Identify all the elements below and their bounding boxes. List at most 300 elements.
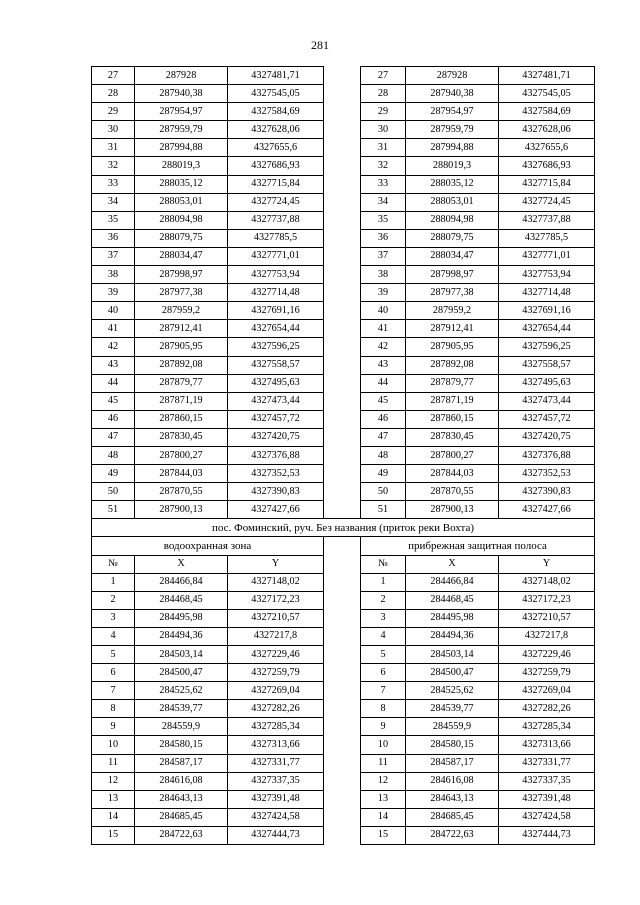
- right-y-coordinate: 4327391,48: [499, 790, 595, 808]
- gap-cell: [324, 446, 361, 464]
- right-y-coordinate: 4327495,63: [499, 374, 595, 392]
- left-x-coordinate: 284559,9: [135, 718, 228, 736]
- right-x-coordinate: 287954,97: [406, 103, 499, 121]
- right-x-coordinate: 287879,77: [406, 374, 499, 392]
- page-number: 281: [311, 38, 329, 52]
- left-y-coordinate: 4327495,63: [228, 374, 324, 392]
- right-point-number: 27: [361, 67, 406, 85]
- coastal-protection-strip-title: прибрежная защитная полоса: [361, 537, 595, 555]
- left-x-coordinate: 287879,77: [135, 374, 228, 392]
- gap-cell: [324, 555, 361, 573]
- coordinates-table: [91, 66, 595, 845]
- left-point-number: 11: [92, 754, 135, 772]
- left-x-coordinate: 288053,01: [135, 193, 228, 211]
- left-y-coordinate: 4327545,05: [228, 85, 324, 103]
- left-x-coordinate: 284539,77: [135, 700, 228, 718]
- left-point-number: 2: [92, 591, 135, 609]
- left-point-number: 48: [92, 446, 135, 464]
- right-y-coordinate: 4327424,58: [499, 808, 595, 826]
- right-y-coordinate: 4327229,46: [499, 646, 595, 664]
- left-y-coordinate: 4327376,88: [228, 446, 324, 464]
- col-header-y: Y: [228, 555, 324, 573]
- gap-cell: [324, 627, 361, 645]
- right-point-number: 37: [361, 247, 406, 265]
- gap-cell: [324, 646, 361, 664]
- left-point-number: 31: [92, 139, 135, 157]
- left-point-number: 41: [92, 320, 135, 338]
- left-point-number: 14: [92, 808, 135, 826]
- right-y-coordinate: 4327686,93: [499, 157, 595, 175]
- right-y-coordinate: 4327337,35: [499, 772, 595, 790]
- section-header: [92, 519, 595, 573]
- right-point-number: 5: [361, 646, 406, 664]
- gap-cell: [324, 591, 361, 609]
- right-x-coordinate: 287870,55: [406, 483, 499, 501]
- left-x-coordinate: 287954,97: [135, 103, 228, 121]
- left-x-coordinate: 284722,63: [135, 826, 228, 844]
- col-header-y: Y: [499, 555, 595, 573]
- right-point-number: 3: [361, 609, 406, 627]
- left-x-coordinate: 288079,75: [135, 229, 228, 247]
- table-row: [92, 410, 595, 428]
- gap-cell: [324, 465, 361, 483]
- left-x-coordinate: 287871,19: [135, 392, 228, 410]
- left-y-coordinate: 4327686,93: [228, 157, 324, 175]
- left-x-coordinate: 287940,38: [135, 85, 228, 103]
- left-y-coordinate: 4327148,02: [228, 573, 324, 591]
- left-y-coordinate: 4327390,83: [228, 483, 324, 501]
- gap-cell: [324, 410, 361, 428]
- gap-cell: [324, 700, 361, 718]
- right-x-coordinate: 287844,03: [406, 465, 499, 483]
- left-point-number: 15: [92, 826, 135, 844]
- right-point-number: 9: [361, 718, 406, 736]
- left-point-number: 29: [92, 103, 135, 121]
- right-x-coordinate: 284559,9: [406, 718, 499, 736]
- right-point-number: 39: [361, 284, 406, 302]
- left-point-number: 40: [92, 302, 135, 320]
- gap-cell: [324, 193, 361, 211]
- right-point-number: 30: [361, 121, 406, 139]
- right-x-coordinate: 288035,12: [406, 175, 499, 193]
- right-y-coordinate: 4327737,88: [499, 211, 595, 229]
- left-x-coordinate: 287959,2: [135, 302, 228, 320]
- gap-cell: [324, 826, 361, 844]
- table-row: [92, 465, 595, 483]
- right-y-coordinate: 4327558,57: [499, 356, 595, 374]
- right-y-coordinate: 4327771,01: [499, 247, 595, 265]
- right-x-coordinate: 287994,88: [406, 139, 499, 157]
- gap-cell: [324, 103, 361, 121]
- table-row: [92, 573, 595, 591]
- gap-cell: [324, 790, 361, 808]
- table-row: [92, 808, 595, 826]
- right-y-coordinate: 4327628,06: [499, 121, 595, 139]
- left-y-coordinate: 4327269,04: [228, 682, 324, 700]
- right-y-coordinate: 4327596,25: [499, 338, 595, 356]
- left-x-coordinate: 287870,55: [135, 483, 228, 501]
- table-row: [92, 211, 595, 229]
- right-y-coordinate: 4327210,57: [499, 609, 595, 627]
- section-title: пос. Фоминский, руч. Без названия (приток реки Вохта): [92, 519, 595, 537]
- left-x-coordinate: 288094,98: [135, 211, 228, 229]
- gap-cell: [324, 320, 361, 338]
- left-point-number: 35: [92, 211, 135, 229]
- left-y-coordinate: 4327352,53: [228, 465, 324, 483]
- gap-cell: [324, 157, 361, 175]
- gap-cell: [324, 302, 361, 320]
- right-x-coordinate: 287892,08: [406, 356, 499, 374]
- gap-cell: [324, 85, 361, 103]
- table-row: [92, 121, 595, 139]
- right-point-number: 51: [361, 501, 406, 519]
- water-protection-zone-title: водоохранная зона: [92, 537, 324, 555]
- left-point-number: 43: [92, 356, 135, 374]
- left-point-number: 39: [92, 284, 135, 302]
- left-x-coordinate: 284494,36: [135, 627, 228, 645]
- table-row: [92, 446, 595, 464]
- gap-cell: [324, 754, 361, 772]
- table-row: [92, 229, 595, 247]
- right-y-coordinate: 4327545,05: [499, 85, 595, 103]
- right-x-coordinate: 284495,98: [406, 609, 499, 627]
- right-x-coordinate: 288019,3: [406, 157, 499, 175]
- right-y-coordinate: 4327714,48: [499, 284, 595, 302]
- gap-cell: [324, 501, 361, 519]
- right-point-number: 49: [361, 465, 406, 483]
- section-title-row: [92, 519, 595, 537]
- coordinates-table-part1: [92, 67, 595, 519]
- left-x-coordinate: 284503,14: [135, 646, 228, 664]
- right-x-coordinate: 287800,27: [406, 446, 499, 464]
- left-x-coordinate: 284468,45: [135, 591, 228, 609]
- right-point-number: 40: [361, 302, 406, 320]
- left-x-coordinate: 287928: [135, 67, 228, 85]
- left-x-coordinate: 284500,47: [135, 664, 228, 682]
- left-x-coordinate: 284616,08: [135, 772, 228, 790]
- right-y-coordinate: 4327785,5: [499, 229, 595, 247]
- table-row: [92, 85, 595, 103]
- right-x-coordinate: 284616,08: [406, 772, 499, 790]
- table-row: [92, 338, 595, 356]
- table-row: [92, 175, 595, 193]
- table-row: [92, 826, 595, 844]
- left-point-number: 32: [92, 157, 135, 175]
- right-point-number: 6: [361, 664, 406, 682]
- right-point-number: 45: [361, 392, 406, 410]
- right-point-number: 1: [361, 573, 406, 591]
- right-point-number: 34: [361, 193, 406, 211]
- table-row: [92, 247, 595, 265]
- right-y-coordinate: 4327217,8: [499, 627, 595, 645]
- gap-cell: [324, 609, 361, 627]
- table-row: [92, 718, 595, 736]
- right-x-coordinate: 287940,38: [406, 85, 499, 103]
- right-point-number: 4: [361, 627, 406, 645]
- right-y-coordinate: 4327444,73: [499, 826, 595, 844]
- right-point-number: 47: [361, 428, 406, 446]
- gap-cell: [324, 374, 361, 392]
- right-point-number: 13: [361, 790, 406, 808]
- table-row: [92, 284, 595, 302]
- left-y-coordinate: 4327217,8: [228, 627, 324, 645]
- right-x-coordinate: 284580,15: [406, 736, 499, 754]
- right-x-coordinate: 284500,47: [406, 664, 499, 682]
- right-point-number: 12: [361, 772, 406, 790]
- left-point-number: 50: [92, 483, 135, 501]
- right-x-coordinate: 287871,19: [406, 392, 499, 410]
- gap-cell: [324, 664, 361, 682]
- right-point-number: 35: [361, 211, 406, 229]
- gap-cell: [324, 736, 361, 754]
- right-y-coordinate: 4327376,88: [499, 446, 595, 464]
- table-row: [92, 139, 595, 157]
- left-x-coordinate: 288019,3: [135, 157, 228, 175]
- table-row: [92, 302, 595, 320]
- right-y-coordinate: 4327285,34: [499, 718, 595, 736]
- table-row: [92, 627, 595, 645]
- col-header-no: №: [361, 555, 406, 573]
- right-x-coordinate: 284685,45: [406, 808, 499, 826]
- left-x-coordinate: 287844,03: [135, 465, 228, 483]
- left-x-coordinate: 287830,45: [135, 428, 228, 446]
- left-point-number: 51: [92, 501, 135, 519]
- left-y-coordinate: 4327654,44: [228, 320, 324, 338]
- gap-cell: [324, 211, 361, 229]
- left-y-coordinate: 4327724,45: [228, 193, 324, 211]
- right-y-coordinate: 4327282,26: [499, 700, 595, 718]
- table-row: [92, 392, 595, 410]
- right-point-number: 50: [361, 483, 406, 501]
- left-x-coordinate: 287892,08: [135, 356, 228, 374]
- gap-cell: [324, 356, 361, 374]
- left-y-coordinate: 4327714,48: [228, 284, 324, 302]
- right-point-number: 11: [361, 754, 406, 772]
- right-y-coordinate: 4327724,45: [499, 193, 595, 211]
- gap-cell: [324, 682, 361, 700]
- left-point-number: 45: [92, 392, 135, 410]
- right-y-coordinate: 4327654,44: [499, 320, 595, 338]
- gap-cell: [324, 483, 361, 501]
- right-x-coordinate: 287900,13: [406, 501, 499, 519]
- gap-cell: [324, 284, 361, 302]
- right-x-coordinate: 284587,17: [406, 754, 499, 772]
- left-y-coordinate: 4327457,72: [228, 410, 324, 428]
- left-y-coordinate: 4327444,73: [228, 826, 324, 844]
- left-y-coordinate: 4327391,48: [228, 790, 324, 808]
- left-x-coordinate: 287912,41: [135, 320, 228, 338]
- left-y-coordinate: 4327691,16: [228, 302, 324, 320]
- right-y-coordinate: 4327715,84: [499, 175, 595, 193]
- right-point-number: 38: [361, 266, 406, 284]
- left-y-coordinate: 4327771,01: [228, 247, 324, 265]
- right-y-coordinate: 4327172,23: [499, 591, 595, 609]
- right-y-coordinate: 4327655,6: [499, 139, 595, 157]
- right-point-number: 2: [361, 591, 406, 609]
- left-point-number: 47: [92, 428, 135, 446]
- right-y-coordinate: 4327259,79: [499, 664, 595, 682]
- table-row: [92, 609, 595, 627]
- left-point-number: 7: [92, 682, 135, 700]
- left-point-number: 27: [92, 67, 135, 85]
- gap-cell: [324, 247, 361, 265]
- gap-cell: [324, 338, 361, 356]
- right-point-number: 46: [361, 410, 406, 428]
- left-point-number: 46: [92, 410, 135, 428]
- left-y-coordinate: 4327628,06: [228, 121, 324, 139]
- right-x-coordinate: 284722,63: [406, 826, 499, 844]
- left-y-coordinate: 4327285,34: [228, 718, 324, 736]
- right-y-coordinate: 4327427,66: [499, 501, 595, 519]
- left-y-coordinate: 4327424,58: [228, 808, 324, 826]
- table-row: [92, 772, 595, 790]
- table-row: [92, 356, 595, 374]
- left-point-number: 10: [92, 736, 135, 754]
- left-x-coordinate: 284685,45: [135, 808, 228, 826]
- left-point-number: 5: [92, 646, 135, 664]
- right-y-coordinate: 4327331,77: [499, 754, 595, 772]
- right-y-coordinate: 4327148,02: [499, 573, 595, 591]
- col-header-x: X: [406, 555, 499, 573]
- right-point-number: 15: [361, 826, 406, 844]
- left-x-coordinate: 287994,88: [135, 139, 228, 157]
- left-x-coordinate: 287977,38: [135, 284, 228, 302]
- right-point-number: 36: [361, 229, 406, 247]
- left-y-coordinate: 4327229,46: [228, 646, 324, 664]
- right-point-number: 43: [361, 356, 406, 374]
- table-row: [92, 374, 595, 392]
- table-row: [92, 266, 595, 284]
- right-x-coordinate: 287830,45: [406, 428, 499, 446]
- table-row: [92, 790, 595, 808]
- left-y-coordinate: 4327172,23: [228, 591, 324, 609]
- right-point-number: 41: [361, 320, 406, 338]
- right-x-coordinate: 288034,47: [406, 247, 499, 265]
- left-point-number: 13: [92, 790, 135, 808]
- right-x-coordinate: 288079,75: [406, 229, 499, 247]
- col-header-no: №: [92, 555, 135, 573]
- right-point-number: 29: [361, 103, 406, 121]
- left-y-coordinate: 4327785,5: [228, 229, 324, 247]
- right-point-number: 42: [361, 338, 406, 356]
- table-row: [92, 193, 595, 211]
- table-row: [92, 428, 595, 446]
- table-row: [92, 700, 595, 718]
- table-row: [92, 67, 595, 85]
- table-row: [92, 646, 595, 664]
- left-x-coordinate: 287800,27: [135, 446, 228, 464]
- right-y-coordinate: 4327691,16: [499, 302, 595, 320]
- left-x-coordinate: 287900,13: [135, 501, 228, 519]
- table-row: [92, 483, 595, 501]
- left-x-coordinate: 284525,62: [135, 682, 228, 700]
- left-x-coordinate: 287905,95: [135, 338, 228, 356]
- gap-cell: [324, 175, 361, 193]
- right-point-number: 33: [361, 175, 406, 193]
- right-point-number: 8: [361, 700, 406, 718]
- left-x-coordinate: 287860,15: [135, 410, 228, 428]
- column-header-row: [92, 555, 595, 573]
- right-x-coordinate: 287959,2: [406, 302, 499, 320]
- left-y-coordinate: 4327427,66: [228, 501, 324, 519]
- right-x-coordinate: 284525,62: [406, 682, 499, 700]
- right-y-coordinate: 4327473,44: [499, 392, 595, 410]
- left-y-coordinate: 4327753,94: [228, 266, 324, 284]
- right-y-coordinate: 4327269,04: [499, 682, 595, 700]
- left-point-number: 33: [92, 175, 135, 193]
- left-y-coordinate: 4327737,88: [228, 211, 324, 229]
- left-point-number: 9: [92, 718, 135, 736]
- left-y-coordinate: 4327596,25: [228, 338, 324, 356]
- right-y-coordinate: 4327753,94: [499, 266, 595, 284]
- left-x-coordinate: 288034,47: [135, 247, 228, 265]
- left-point-number: 36: [92, 229, 135, 247]
- right-y-coordinate: 4327390,83: [499, 483, 595, 501]
- gap-cell: [324, 573, 361, 591]
- left-y-coordinate: 4327313,66: [228, 736, 324, 754]
- right-point-number: 28: [361, 85, 406, 103]
- coordinates-table-part2: [92, 573, 595, 844]
- left-point-number: 12: [92, 772, 135, 790]
- gap-cell: [324, 428, 361, 446]
- table-row: [92, 103, 595, 121]
- table-row: [92, 320, 595, 338]
- left-x-coordinate: 287959,79: [135, 121, 228, 139]
- left-point-number: 6: [92, 664, 135, 682]
- right-x-coordinate: 284539,77: [406, 700, 499, 718]
- right-y-coordinate: 4327313,66: [499, 736, 595, 754]
- left-y-coordinate: 4327715,84: [228, 175, 324, 193]
- gap-cell: [324, 392, 361, 410]
- left-y-coordinate: 4327259,79: [228, 664, 324, 682]
- right-y-coordinate: 4327420,75: [499, 428, 595, 446]
- left-y-coordinate: 4327420,75: [228, 428, 324, 446]
- table-row: [92, 157, 595, 175]
- right-x-coordinate: 284468,45: [406, 591, 499, 609]
- left-x-coordinate: 287998,97: [135, 266, 228, 284]
- right-x-coordinate: 287912,41: [406, 320, 499, 338]
- right-y-coordinate: 4327457,72: [499, 410, 595, 428]
- gap-cell: [324, 139, 361, 157]
- right-point-number: 14: [361, 808, 406, 826]
- left-y-coordinate: 4327210,57: [228, 609, 324, 627]
- left-x-coordinate: 284643,13: [135, 790, 228, 808]
- left-point-number: 42: [92, 338, 135, 356]
- left-point-number: 37: [92, 247, 135, 265]
- gap-cell: [324, 229, 361, 247]
- left-x-coordinate: 284466,84: [135, 573, 228, 591]
- left-point-number: 38: [92, 266, 135, 284]
- left-point-number: 44: [92, 374, 135, 392]
- left-point-number: 8: [92, 700, 135, 718]
- left-point-number: 49: [92, 465, 135, 483]
- coordinates-tables: [91, 66, 595, 845]
- right-x-coordinate: 287905,95: [406, 338, 499, 356]
- right-point-number: 48: [361, 446, 406, 464]
- right-x-coordinate: 287998,97: [406, 266, 499, 284]
- left-x-coordinate: 284580,15: [135, 736, 228, 754]
- left-point-number: 1: [92, 573, 135, 591]
- table-row: [92, 754, 595, 772]
- left-y-coordinate: 4327558,57: [228, 356, 324, 374]
- gap-cell: [324, 718, 361, 736]
- right-y-coordinate: 4327352,53: [499, 465, 595, 483]
- gap-cell: [324, 121, 361, 139]
- left-point-number: 34: [92, 193, 135, 211]
- right-x-coordinate: 288053,01: [406, 193, 499, 211]
- left-point-number: 28: [92, 85, 135, 103]
- left-point-number: 4: [92, 627, 135, 645]
